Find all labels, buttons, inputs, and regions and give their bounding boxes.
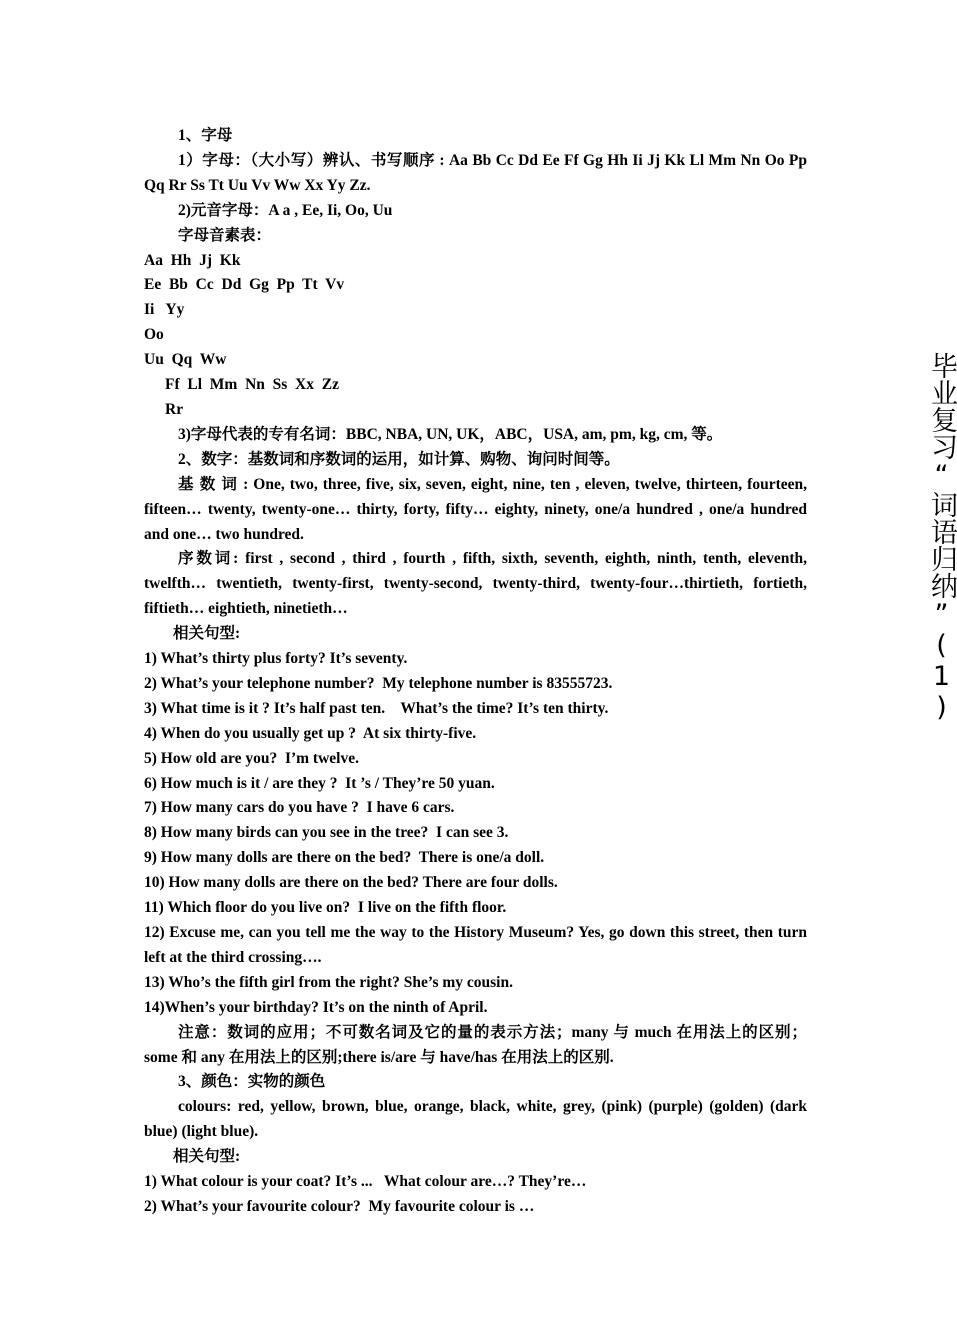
text-line: 基 数 词 : One, two, three, five, six, seven, eight, nine, ten , eleven, twelve, thirteen, fourteen, fifteen… twenty, twenty-one… thirty, forty, fifty… eighty, ninety, one/a hundred , one/a hundred and one… two hundred. — [144, 475, 807, 543]
text-line: 1、字母 — [178, 127, 233, 144]
text-line: 1）字母：（大小写）辨认、书写顺序 : Aa Bb Cc Dd Ee Ff Gg Hh Ii Jj Kk Ll Mm Nn Oo Pp Qq Rr Ss Tt Uu Vv Ww Xx Yy Zz. — [144, 151, 807, 194]
text-line: 5) How old are you? I’m twelve. — [144, 749, 359, 767]
text-line: 1) What colour is your coat? It’s ... What colour are…? They’re… — [144, 1173, 587, 1191]
text-line: 1) What’s thirty plus forty? It’s seventy. — [144, 650, 408, 668]
text-line: Ee Bb Cc Dd Gg Pp Tt Vv — [144, 276, 345, 294]
side-title: 毕业复习“词语归纳”(1) — [926, 352, 957, 723]
text-line: 6) How much is it / are they ? It ’s / They’re 50 yuan. — [144, 774, 495, 792]
text-line: 4) When do you usually get up ? At six thirty-five. — [144, 724, 477, 742]
text-line: 2) What’s your favourite colour? My favourite colour is … — [144, 1197, 535, 1215]
text-line: 2、数字：基数词和序数词的运用，如计算、购物、询问时间等。 — [178, 450, 620, 468]
text-line: Ff Ll Mm Nn Ss Xx Zz — [165, 376, 339, 394]
text-line: 13) Who’s the fifth girl from the right? She’s my cousin. — [144, 973, 513, 991]
text-line: 字母音素表： — [178, 226, 272, 244]
text-line: 12) Excuse me, can you tell me the way to the History Museum? Yes, go down this street, then turn left at the third crossing…. — [144, 924, 807, 966]
text-line: 9) How many dolls are there on the bed? There is one/a doll. — [144, 849, 545, 867]
text-line: Aa Hh Jj Kk — [144, 251, 241, 269]
text-line: 注意：数词的应用；不可数名词及它的量的表示方法；many 与 much 在用法上的区别；some 和 any 在用法上的区别;there is/are 与 have/has 在用法上的区别. — [144, 1023, 807, 1066]
text-line: 7) How many cars do you have ? I have 6 cars. — [144, 799, 455, 817]
text-line: 相关句型: — [173, 625, 241, 643]
text-line: 10) How many dolls are there on the bed? There are four dolls. — [144, 874, 558, 892]
text-line: 14)When’s your birthday? It’s on the ninth of April. — [144, 998, 488, 1016]
text-line: 2) What’s your telephone number? My telephone number is 83555723. — [144, 674, 613, 692]
text-line: 3、颜色：实物的颜色 — [178, 1073, 326, 1091]
document-body — [144, 124, 807, 1220]
text-line: Ii Yy — [144, 301, 185, 319]
text-line: colours: red, yellow, brown, blue, orange, black, white, grey, (pink) (purple) (golden) (dark blue) (light blue). — [144, 1098, 807, 1141]
text-line: 2)元音字母：A a , Ee, Ii, Oo, Uu — [178, 201, 393, 219]
text-line: Rr — [165, 400, 184, 418]
text-line: Oo — [144, 326, 164, 344]
text-line: 3) What time is it ? It’s half past ten. What’s the time? It’s ten thirty. — [144, 699, 609, 717]
text-line: 8) How many birds can you see in the tree? I can see 3. — [144, 824, 509, 842]
text-line: 相关句型: — [173, 1148, 241, 1166]
text-line: Uu Qq Ww — [144, 351, 227, 369]
text-line: 3)字母代表的专有名词：BBC, NBA, UN, UK，ABC，USA, am, pm, kg, cm, 等。 — [178, 425, 723, 443]
text-line: 11) Which floor do you live on? I live on the fifth floor. — [144, 899, 507, 917]
text-line: 序数词: first , second , third , fourth , fifth, sixth, seventh, eighth, ninth, tenth, eleventh, twelfth… twentieth, twenty-first, twenty-second, twenty-third, twenty-four…thirtieth, fortieth, fiftieth… eightieth, ninetieth… — [144, 550, 807, 618]
